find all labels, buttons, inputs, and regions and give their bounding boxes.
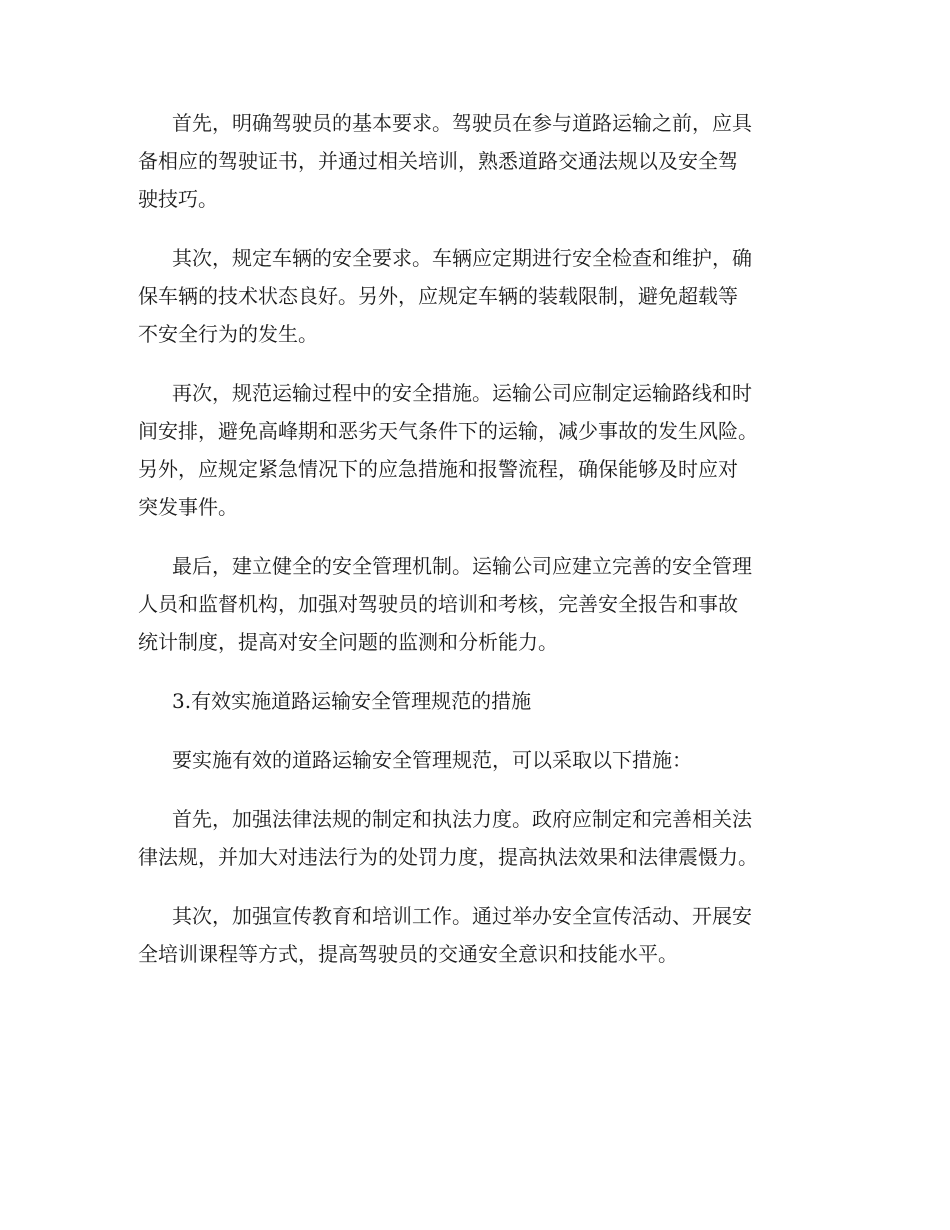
section-heading [138,682,838,720]
text-line: 突发事件。 [138,495,238,519]
text-line: 保车辆的技术状态良好。另外，应规定车辆的装载限制，避免超载等 [138,284,738,308]
paragraph-vehicle-requirements [138,239,838,353]
paragraph-driver-requirements [138,104,838,218]
paragraph-education-training [138,897,838,973]
section-heading-text: 3.有效实施道路运输安全管理规范的措施 [172,689,532,713]
text-line: 另外，应规定紧急情况下的应急措施和报警流程，确保能够及时应对 [138,457,738,481]
text-line: 不安全行为的发生。 [138,322,318,346]
text-line: 再次，规范运输过程中的安全措施。运输公司应制定运输路线和时 [172,381,752,405]
text-line: 其次，规定车辆的安全要求。车辆应定期进行安全检查和维护，确 [172,246,752,270]
text-line: 人员和监督机构，加强对驾驶员的培训和考核，完善安全报告和事故 [138,592,738,616]
text-line: 要实施有效的道路运输安全管理规范，可以采取以下措施： [172,748,692,772]
text-line: 首先，加强法律法规的制定和执法力度。政府应制定和完善相关法 [172,807,752,831]
text-line: 最后，建立健全的安全管理机制。运输公司应建立完善的安全管理 [172,554,752,578]
text-line: 驶技巧。 [138,187,218,211]
text-line: 其次，加强宣传教育和培训工作。通过举办安全宣传活动、开展安 [172,904,752,928]
text-line: 全培训课程等方式，提高驾驶员的交通安全意识和技能水平。 [138,942,678,966]
text-line: 首先，明确驾驶员的基本要求。驾驶员在参与道路运输之前，应具 [172,111,752,135]
paragraph-law-enforcement [138,800,838,876]
paragraph-safety-management-mechanism [138,547,838,661]
paragraph-transport-safety-measures [138,374,838,526]
text-line: 律法规，并加大对违法行为的处罚力度，提高执法效果和法律震慑力。 [138,845,758,869]
text-line: 统计制度，提高对安全问题的监测和分析能力。 [138,630,558,654]
document-body [138,104,838,994]
text-line: 间安排，避免高峰期和恶劣天气条件下的运输，减少事故的发生风险。 [138,419,758,443]
text-line: 备相应的驾驶证书，并通过相关培训，熟悉道路交通法规以及安全驾 [138,149,738,173]
paragraph-measures-intro [138,741,838,779]
